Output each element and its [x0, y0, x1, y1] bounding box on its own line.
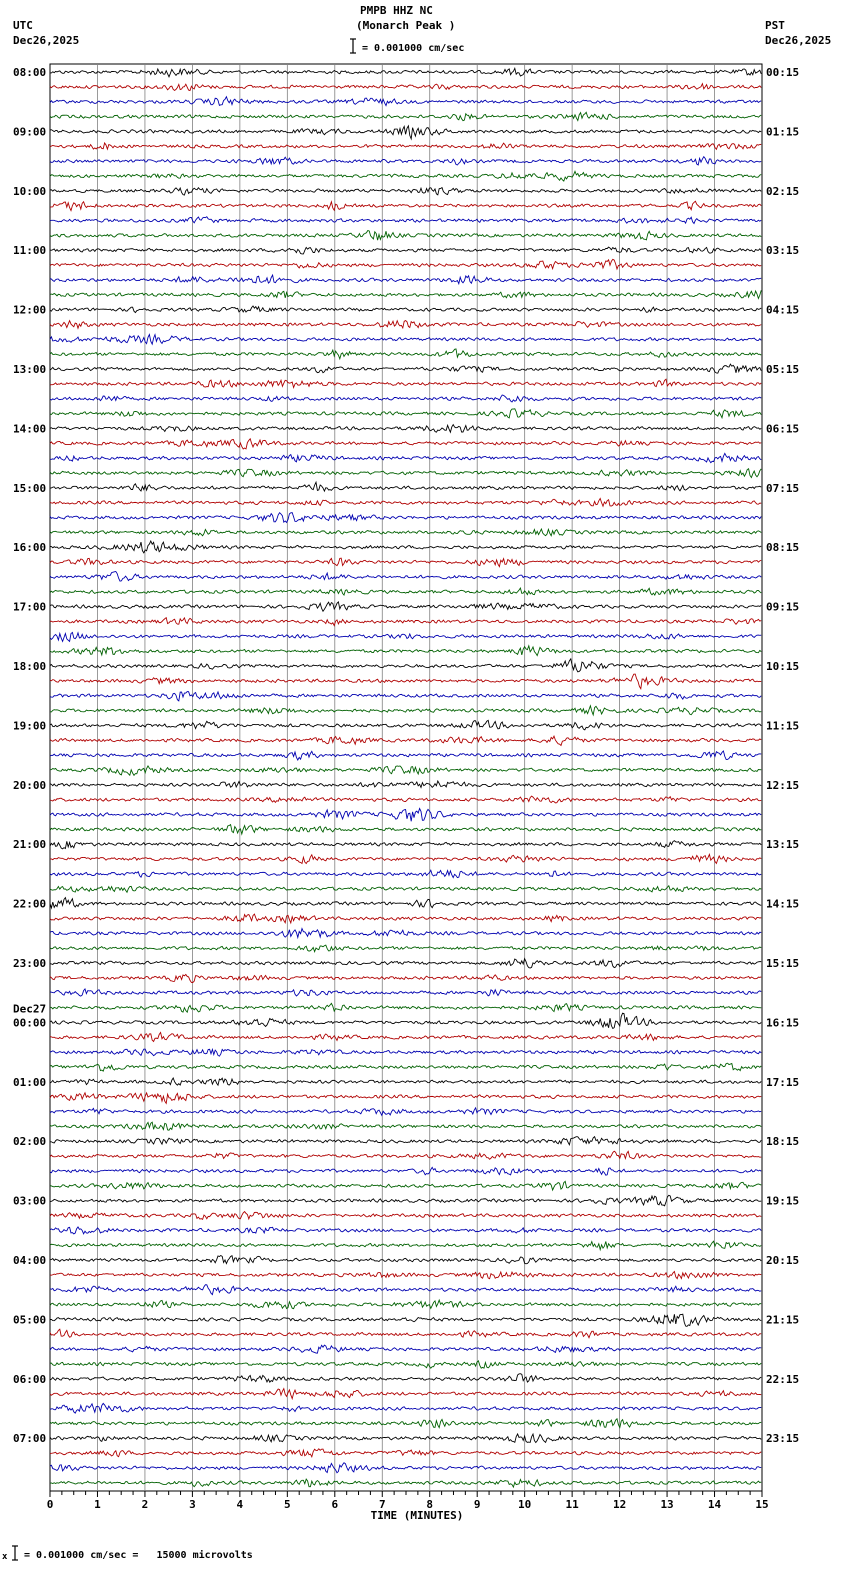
- seismic-trace: [50, 1434, 761, 1443]
- utc-hour-label: 09:00: [13, 125, 47, 139]
- footer-scale-label: = 0.001000 cm/sec = 15000 microvolts: [24, 1550, 253, 1561]
- seismic-trace: [50, 1271, 761, 1278]
- seismic-trace: [50, 1181, 761, 1190]
- scale-label: = 0.001000 cm/sec: [362, 43, 465, 54]
- seismic-trace: [50, 1049, 761, 1056]
- station-location: (Monarch Peak ): [356, 19, 456, 32]
- pst-hour-label: 04:15: [766, 303, 800, 317]
- seismic-trace: [50, 1151, 761, 1159]
- utc-hour-label: 01:00: [13, 1075, 47, 1089]
- utc-hour-label: 03:00: [13, 1194, 47, 1208]
- x-tick-label: 9: [473, 1498, 481, 1511]
- seismic-trace: [50, 588, 761, 595]
- seismic-trace: [50, 1314, 761, 1326]
- pst-hour-label: 05:15: [766, 363, 800, 376]
- utc-hour-label: 05:00: [13, 1313, 47, 1327]
- seismic-trace: [50, 1374, 761, 1382]
- seismic-trace: [50, 886, 761, 893]
- seismic-trace: [50, 364, 761, 373]
- seismic-trace: [50, 959, 761, 968]
- footer-scale-bar-icon: [10, 1545, 20, 1561]
- seismic-trace: [50, 513, 761, 523]
- seismic-trace: [50, 674, 761, 689]
- utc-hour-label: 02:00: [13, 1135, 47, 1149]
- seismic-trace: [50, 1032, 761, 1041]
- utc-hour-label: 12:00: [13, 303, 47, 317]
- pst-hour-label: 16:15: [766, 1016, 800, 1030]
- seismic-trace: [50, 1063, 761, 1071]
- seismic-trace: [50, 529, 761, 536]
- pst-hour-label: 14:15: [766, 897, 800, 911]
- pst-hour-label: 18:15: [766, 1135, 800, 1149]
- x-tick-label: 4: [236, 1498, 244, 1511]
- pst-hour-label: 21:15: [766, 1313, 800, 1327]
- pst-hour-label: 06:15: [766, 422, 800, 436]
- seismic-trace: [50, 1227, 761, 1234]
- x-tick-label: 14: [707, 1498, 722, 1511]
- utc-hour-label: 17:00: [13, 600, 47, 614]
- pst-hour-label: 11:15: [766, 719, 800, 733]
- x-tick-label: 12: [612, 1498, 627, 1511]
- seismic-trace: [50, 1479, 761, 1487]
- seismic-trace: [50, 1241, 761, 1249]
- utc-hour-label: 23:00: [13, 957, 47, 970]
- seismic-trace: [50, 632, 761, 641]
- seismic-trace: [50, 854, 761, 863]
- seismic-trace: [50, 171, 761, 181]
- seismic-trace: [50, 618, 761, 626]
- pst-hour-label: 20:15: [766, 1254, 800, 1267]
- utc-hour-label: 07:00: [13, 1432, 47, 1446]
- seismic-trace: [50, 571, 761, 581]
- seismic-trace: [50, 395, 761, 402]
- pst-hour-label: 07:15: [766, 481, 800, 495]
- pst-hour-label: 22:15: [766, 1372, 800, 1386]
- seismic-trace: [50, 231, 761, 241]
- pst-hour-label: 19:15: [766, 1194, 800, 1208]
- seismic-trace: [50, 217, 761, 224]
- pst-hour-label: 00:15: [766, 66, 800, 79]
- seismic-trace: [50, 335, 761, 345]
- seismic-trace: [50, 1419, 761, 1428]
- pst-hour-label: 03:15: [766, 244, 800, 258]
- pst-hour-label: 23:15: [766, 1432, 800, 1446]
- seismic-trace: [50, 841, 761, 849]
- utc-hour-label: 16:00: [13, 541, 47, 555]
- plot-frame: [50, 64, 762, 1491]
- seismic-trace: [50, 736, 761, 745]
- seismic-trace: [50, 425, 761, 433]
- x-tick-label: 0: [46, 1498, 54, 1511]
- x-tick-label: 7: [378, 1498, 386, 1511]
- seismic-trace: [50, 914, 761, 923]
- x-tick-label: 6: [331, 1498, 339, 1511]
- seismic-trace: [50, 692, 761, 701]
- seismic-trace: [50, 1137, 761, 1145]
- seismic-trace: [50, 541, 761, 553]
- seismic-trace: [50, 989, 761, 996]
- seismic-trace: [50, 409, 761, 418]
- seismic-trace: [50, 1013, 761, 1028]
- utc-hour-label: 13:00: [13, 363, 47, 376]
- utc-hour-label: 21:00: [13, 838, 47, 852]
- utc-hour-label: 18:00: [13, 660, 47, 673]
- utc-hour-label: 11:00: [13, 244, 47, 258]
- x-tick-label: 5: [284, 1498, 291, 1511]
- seismic-trace: [50, 306, 761, 313]
- x-tick-label: 1: [94, 1498, 101, 1511]
- seismic-trace: [50, 1078, 761, 1085]
- seismic-trace: [50, 453, 761, 462]
- seismic-trace: [50, 247, 761, 254]
- x-tick-label: 15: [755, 1498, 769, 1511]
- seismic-trace: [50, 259, 761, 269]
- x-tick-label: 3: [189, 1498, 196, 1511]
- seismic-trace: [50, 1403, 761, 1413]
- pst-date-label: Dec26,2025: [765, 34, 832, 47]
- time-gridlines: [97, 64, 714, 1491]
- pst-hour-label: 08:15: [766, 541, 800, 555]
- utc-hour-label: 14:00: [13, 422, 47, 436]
- footer-marker: x: [2, 1552, 8, 1562]
- utc-hour-label: 20:00: [13, 778, 47, 792]
- x-tick-label: 13: [660, 1498, 674, 1511]
- seismic-trace: [50, 1463, 761, 1473]
- pst-timezone-label: PST: [765, 19, 785, 32]
- seismic-trace: [50, 898, 761, 908]
- seismic-trace: [50, 1167, 761, 1175]
- utc-hour-label: 06:00: [13, 1372, 47, 1386]
- seismic-trace: [50, 379, 761, 387]
- utc-hour-label: 04:00: [13, 1254, 47, 1267]
- seismic-traces: [50, 68, 761, 1487]
- seismic-trace: [50, 1285, 761, 1295]
- seismic-trace: [50, 201, 761, 210]
- seismic-trace: [50, 275, 761, 284]
- seismic-trace: [50, 929, 761, 938]
- seismic-trace: [50, 321, 761, 329]
- seismic-trace: [50, 439, 761, 449]
- seismic-trace: [50, 290, 761, 298]
- seismic-trace: [50, 1122, 761, 1130]
- station-title: PMPB HHZ NC: [360, 4, 433, 17]
- x-axis-title: TIME (MINUTES): [370, 1509, 464, 1522]
- seismic-trace: [50, 825, 761, 834]
- seismic-trace: [50, 112, 761, 120]
- utc-hour-label: 19:00: [13, 719, 47, 733]
- utc-hour-label: 00:00: [13, 1016, 47, 1030]
- seismic-trace: [50, 1361, 761, 1368]
- pst-hour-label: 15:15: [766, 957, 800, 970]
- seismic-trace: [50, 781, 761, 787]
- seismic-trace: [50, 646, 761, 656]
- seismic-trace: [50, 1256, 761, 1264]
- seismic-trace: [50, 68, 761, 76]
- seismic-trace: [50, 659, 761, 672]
- pst-hour-label: 17:15: [766, 1075, 800, 1089]
- seismic-trace: [50, 349, 761, 359]
- x-tick-label: 8: [426, 1498, 434, 1511]
- utc-date-label: Dec26,2025: [13, 34, 80, 47]
- seismic-trace: [50, 1003, 761, 1012]
- x-tick-label: 2: [141, 1498, 149, 1511]
- seismic-trace: [50, 602, 761, 611]
- seismic-trace: [50, 1449, 761, 1457]
- seismic-trace: [50, 809, 761, 822]
- seismic-trace: [50, 796, 761, 803]
- seismic-trace: [50, 1093, 761, 1104]
- seismic-trace: [50, 157, 761, 165]
- seismic-trace: [50, 1300, 761, 1309]
- seismic-trace: [50, 469, 761, 478]
- pst-hour-label: 10:15: [766, 660, 800, 673]
- seismic-trace: [50, 1212, 761, 1220]
- pst-hour-label: 09:15: [766, 600, 800, 614]
- date-change-label: Dec27: [13, 1002, 47, 1016]
- seismic-trace: [50, 1345, 761, 1353]
- seismic-trace: [50, 482, 761, 491]
- time-axis: [47, 1491, 769, 1511]
- seismic-trace: [50, 126, 761, 139]
- seismic-trace: [50, 558, 761, 567]
- seismic-trace: [50, 143, 761, 149]
- seismic-trace: [50, 706, 761, 715]
- pst-hour-label: 13:15: [766, 838, 800, 852]
- seismic-trace: [50, 1329, 761, 1337]
- seismic-trace: [50, 720, 761, 729]
- seismic-trace: [50, 498, 761, 506]
- x-tick-label: 10: [518, 1498, 532, 1511]
- pst-hour-label: 02:15: [766, 184, 800, 198]
- seismic-trace: [50, 1108, 761, 1115]
- seismic-trace: [50, 974, 761, 982]
- seismic-trace: [50, 97, 761, 106]
- seismic-trace: [50, 766, 761, 775]
- seismic-trace: [50, 751, 761, 760]
- utc-hour-label: 10:00: [13, 184, 47, 198]
- utc-hour-label: 15:00: [13, 481, 47, 495]
- pst-hour-label: 01:15: [766, 125, 800, 139]
- seismic-trace: [50, 945, 761, 952]
- seismic-trace: [50, 870, 761, 877]
- utc-hour-label: 22:00: [13, 897, 47, 911]
- seismic-trace: [50, 1195, 761, 1206]
- x-tick-label: 11: [565, 1498, 579, 1511]
- utc-timezone-label: UTC: [13, 19, 33, 32]
- seismic-trace: [50, 84, 761, 91]
- seismic-trace: [50, 1389, 761, 1399]
- seismic-trace: [50, 188, 761, 195]
- pst-hour-label: 12:15: [766, 778, 800, 792]
- utc-hour-label: 08:00: [13, 66, 47, 79]
